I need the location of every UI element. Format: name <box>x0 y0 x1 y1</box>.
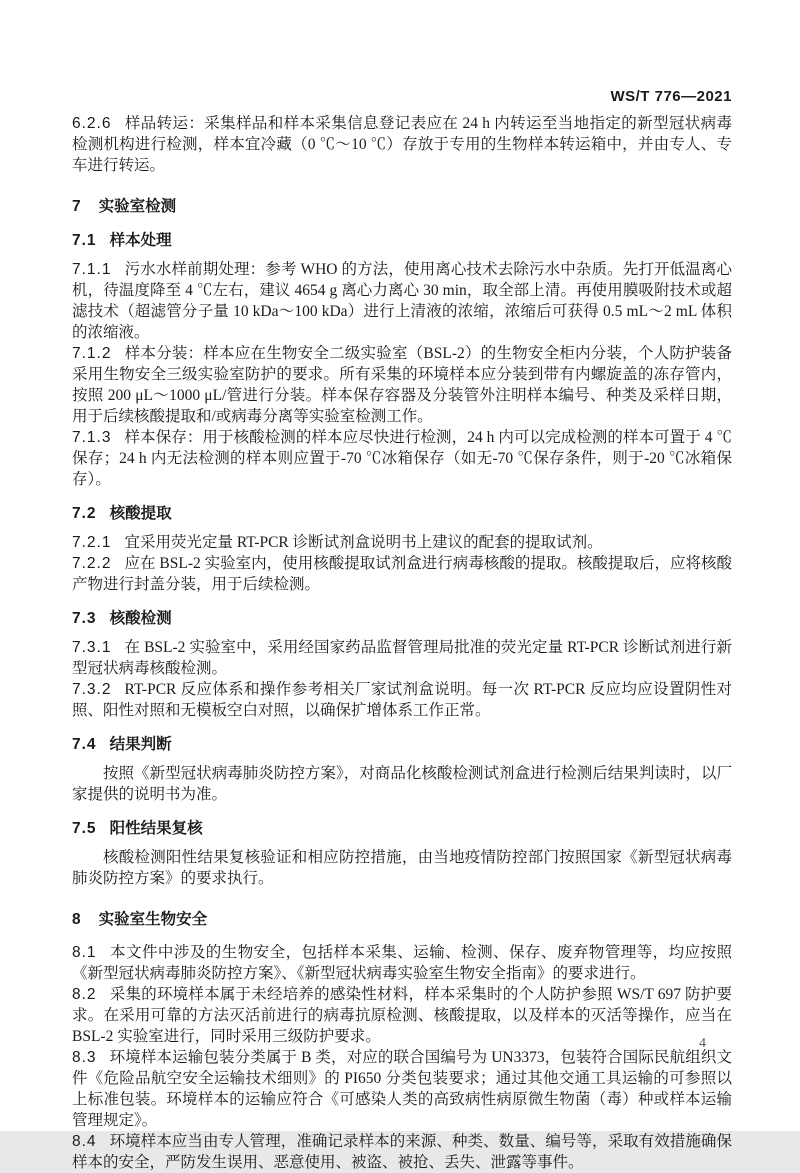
block-text: 样本处理 <box>109 232 172 249</box>
block-text: 应在 BSL-2 实验室内，使用核酸提取试剂盒进行病毒核酸的提取。核酸提取后，应将核酸产物进行封盖分装，用于后续检测。 <box>72 555 732 593</box>
clause-number: 8.2 <box>72 986 97 1003</box>
document-content-area <box>72 88 732 1173</box>
block-text: 宜采用荧光定量 RT-PCR 诊断试剂盒说明书上建议的配套的提取试剂。 <box>124 534 603 551</box>
body-paragraph <box>72 847 732 889</box>
block-text: 环境样本应当由专人管理，准确记录样本的来源、种类、数量、编号等，采取有效措施确保样本的安全，严防发生误用、恶意使用、被盗、被抢、丢失、泄露等事件。 <box>72 1133 732 1171</box>
clause-number: 8 <box>72 911 82 928</box>
clause-number: 7 <box>72 198 82 215</box>
section-heading <box>72 608 732 629</box>
clause-number: 7.1.1 <box>72 261 112 278</box>
clause-number: 7.1.3 <box>72 429 112 446</box>
clause-paragraph <box>72 259 732 343</box>
clause-number: 7.3 <box>72 610 97 627</box>
chapter-heading <box>72 196 732 217</box>
block-text: 本文件中涉及的生物安全，包括样本采集、运输、检测、保存、废弃物管理等，均应按照《新型冠状病毒肺炎防控方案》、《新型冠状病毒实验室生物安全指南》的要求进行。 <box>72 944 732 982</box>
block-text: RT-PCR 反应体系和操作参考相关厂家试剂盒说明。每一次 RT-PCR 反应均应设置阴性对照、阳性对照和无模板空白对照，以确保扩增体系工作正常。 <box>72 681 732 719</box>
clause-number: 7.2.2 <box>72 555 112 572</box>
clause-paragraph <box>72 1047 732 1131</box>
clause-paragraph <box>72 984 732 1047</box>
clause-number: 7.2 <box>72 505 97 522</box>
page-number: 4 <box>699 1036 706 1051</box>
clause-paragraph <box>72 942 732 984</box>
clause-paragraph <box>72 637 732 679</box>
block-text: 样本保存：用于核酸检测的样本应尽快进行检测，24 h 内可以完成检测的样本可置于 4 ℃保存；24 h 内无法检测的样本则应置于-70 ℃冰箱保存（如无-70 ℃保存条件，则于-20 ℃冰箱保存）。 <box>72 429 732 488</box>
clause-paragraph <box>72 343 732 427</box>
block-text: 污水水样前期处理：参考 WHO 的方法，使用离心技术去除污水中杂质。先打开低温离心机，待温度降至 4 ℃左右，建议 4654 g 离心力离心 30 min，取全部上清。再使用膜吸附技术或超滤技术（超滤管分子量 10 kDa～100 kDa）进行上清液的浓缩，浓缩后可获得 0.5 mL～2 mL 体积的浓缩液。 <box>72 261 732 341</box>
section-heading <box>72 503 732 524</box>
block-text: 采集的环境样本属于未经培养的感染性材料，样本采集时的个人防护参照 WS/T 697 防护要求。在采用可靠的方法灭活前进行的病毒抗原检测、核酸提取，以及样本的灭活等操作，应当在 BSL-2 实验室进行，同时采用三级防护要求。 <box>72 986 732 1045</box>
block-text: 样品转运：采集样品和样本采集信息登记表应在 24 h 内转运至当地指定的新型冠状病毒检测机构进行检测，样本宜冷藏（0 ℃～10 ℃）存放于专用的生物样本转运箱中，并由专人、专车进行转运。 <box>72 115 732 174</box>
block-text: 实验室生物安全 <box>98 911 208 928</box>
standard-number: WS/T 776—2021 <box>610 88 732 105</box>
clause-number: 8.3 <box>72 1049 97 1066</box>
clause-paragraph <box>72 532 732 553</box>
clause-number: 7.1.2 <box>72 345 112 362</box>
clause-number: 6.2.6 <box>72 115 112 132</box>
clause-number: 8.1 <box>72 944 97 961</box>
clause-number: 7.5 <box>72 820 97 837</box>
section-heading <box>72 230 732 251</box>
block-text: 结果判断 <box>109 736 172 753</box>
block-text: 核酸检测 <box>109 610 172 627</box>
clause-paragraph <box>72 427 732 490</box>
block-text: 样本分装：样本应在生物安全二级实验室（BSL-2）的生物安全柜内分装，个人防护装备采用生物安全三级实验室防护的要求。所有采集的环境样本应分装到带有内螺旋盖的冻存管内，按照 200 μL～1000 μL/管进行分装。样本保存容器及分装管外注明样本编号、种类及采样日期，用于后续核酸提取和/或病毒分离等实验室检测工作。 <box>72 345 732 425</box>
clause-number: 7.4 <box>72 736 97 753</box>
clause-paragraph <box>72 679 732 721</box>
block-text: 按照《新型冠状病毒肺炎防控方案》，对商品化核酸检测试剂盒进行检测后结果判读时，以厂家提供的说明书为准。 <box>72 765 732 803</box>
clause-number: 7.3.2 <box>72 681 112 698</box>
clause-number: 7.2.1 <box>72 534 112 551</box>
clause-number: 7.3.1 <box>72 639 112 656</box>
block-text: 环境样本运输包装分类属于 B 类，对应的联合国编号为 UN3373，包装符合国际民航组织文件《危险品航空安全运输技术细则》的 PI650 分类包装要求；通过其他交通工具运输的可参照以上标准包装。环境样本的运输应符合《可感染人类的高致病性病原微生物菌（毒）种或样本运输管理规定》。 <box>72 1049 732 1129</box>
section-heading <box>72 818 732 839</box>
document-content <box>72 113 732 1173</box>
block-text: 阳性结果复核 <box>109 820 203 837</box>
block-text: 在 BSL-2 实验室中，采用经国家药品监督管理局批准的荧光定量 RT-PCR 诊断试剂进行新型冠状病毒核酸检测。 <box>72 639 732 677</box>
clause-number: 7.1 <box>72 232 97 249</box>
section-heading <box>72 734 732 755</box>
clause-paragraph <box>72 553 732 595</box>
block-text: 核酸提取 <box>109 505 172 522</box>
clause-paragraph <box>72 113 732 176</box>
block-text: 核酸检测阳性结果复核验证和相应防控措施，由当地疫情防控部门按照国家《新型冠状病毒肺炎防控方案》的要求执行。 <box>72 849 732 887</box>
chapter-heading <box>72 909 732 930</box>
body-paragraph <box>72 763 732 805</box>
clause-number: 8.4 <box>72 1133 97 1150</box>
clause-paragraph <box>72 1131 732 1173</box>
block-text: 实验室检测 <box>98 198 177 215</box>
